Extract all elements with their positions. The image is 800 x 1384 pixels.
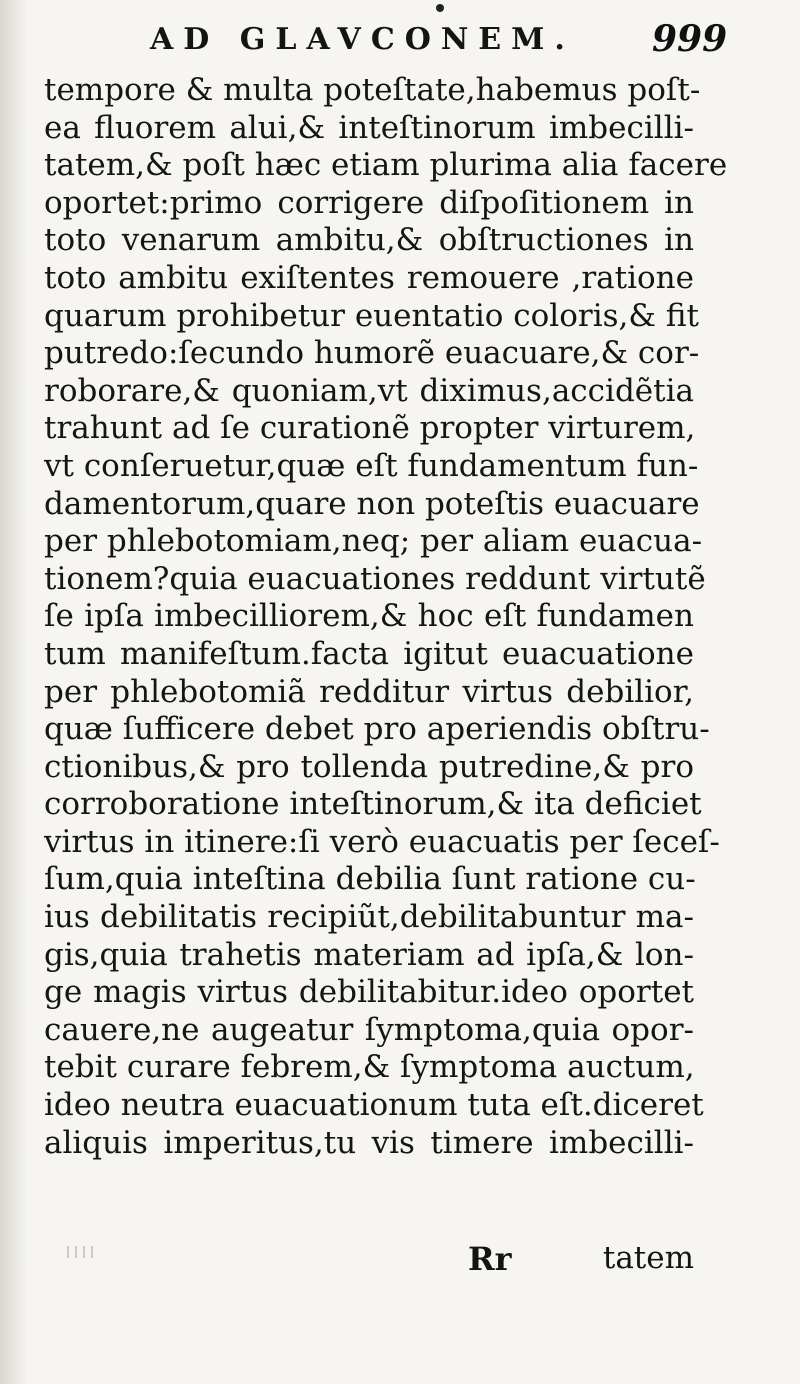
text-line: oportet:primo corrigere diſpoſitionem in — [44, 184, 694, 221]
text-line: ctionibus,& pro tollenda putredine,& pro — [44, 748, 694, 785]
body-text — [44, 72, 728, 1162]
text-line: tionem?quia euacuationes reddunt virtutẽ — [44, 560, 706, 597]
text-line: cauere,ne augeatur ſymptoma,quia opor- — [44, 1011, 694, 1048]
catchword: tatem — [602, 1240, 694, 1276]
faint-bleed-through-mark — [64, 1242, 104, 1268]
text-line: quarum prohibetur euentatio coloris,& fit — [44, 297, 699, 334]
gutter-shadow — [0, 0, 28, 1384]
text-line: gis,quia trahetis materiam ad ipſa,& lon- — [44, 936, 694, 973]
text-line: quæ ſufficere debet pro aperiendis obſtru- — [44, 711, 710, 748]
text-line: toto ambitu exiſtentes remouere ,ratione — [44, 259, 694, 296]
text-line: putredo:ſecundo humorẽ euacuare,& cor- — [44, 335, 700, 372]
text-line: ideo neutra euacuationum tuta eſt.diceret — [44, 1087, 704, 1124]
page-footer — [44, 1240, 694, 1280]
running-head: AD GLAVCONEM. — [150, 22, 575, 57]
ink-dot-mark — [436, 4, 444, 12]
text-line: per phlebotomiã redditur virtus debilior, — [44, 673, 694, 710]
text-line: ius debilitatis recipiũt,debilitabuntur ma- — [44, 899, 694, 936]
text-line: vt conſeruetur,quæ eſt fundamentum fun- — [44, 447, 699, 484]
text-line: per phlebotomiam,neq; per aliam euacua- — [44, 523, 703, 560]
text-line: corroboratione inteſtinorum,& ita deficiet — [44, 786, 702, 823]
text-line: toto venarum ambitu,& obſtructiones in — [44, 222, 694, 259]
text-line: roborare,& quoniam,vt diximus,accidẽtia — [44, 372, 694, 409]
text-line: tebit curare febrem,& ſymptoma auctum, — [44, 1049, 695, 1086]
text-line: ſe ipſa imbecilliorem,& hoc eſt fundamen — [44, 598, 694, 635]
text-line: ge magis virtus debilitabitur.ideo oportet — [44, 974, 694, 1011]
text-line: damentorum,quare non poteſtis euacuare — [44, 485, 700, 522]
text-line: aliquis imperitus,tu vis timere imbecilli- — [44, 1124, 694, 1161]
text-line: ſum,quia inteſtina debilia ſunt ratione cu- — [44, 861, 696, 898]
text-line: tatem,& poſt hæc etiam plurima alia facere — [44, 147, 728, 184]
page-number: 999 — [652, 18, 728, 60]
text-line: tum manifeſtum.facta igitut euacuatione — [44, 635, 694, 672]
text-line: trahunt ad ſe curationẽ propter virturem, — [44, 410, 696, 447]
text-line: virtus in itinere:ſi verò euacuatis per ſeceſ- — [44, 823, 720, 860]
text-line: ea fluorem alui,& inteſtinorum imbecilli- — [44, 109, 694, 146]
text-line: tempore & multa poteſtate,habemus poſt- — [44, 72, 701, 108]
signature-mark: Rr — [468, 1240, 512, 1278]
